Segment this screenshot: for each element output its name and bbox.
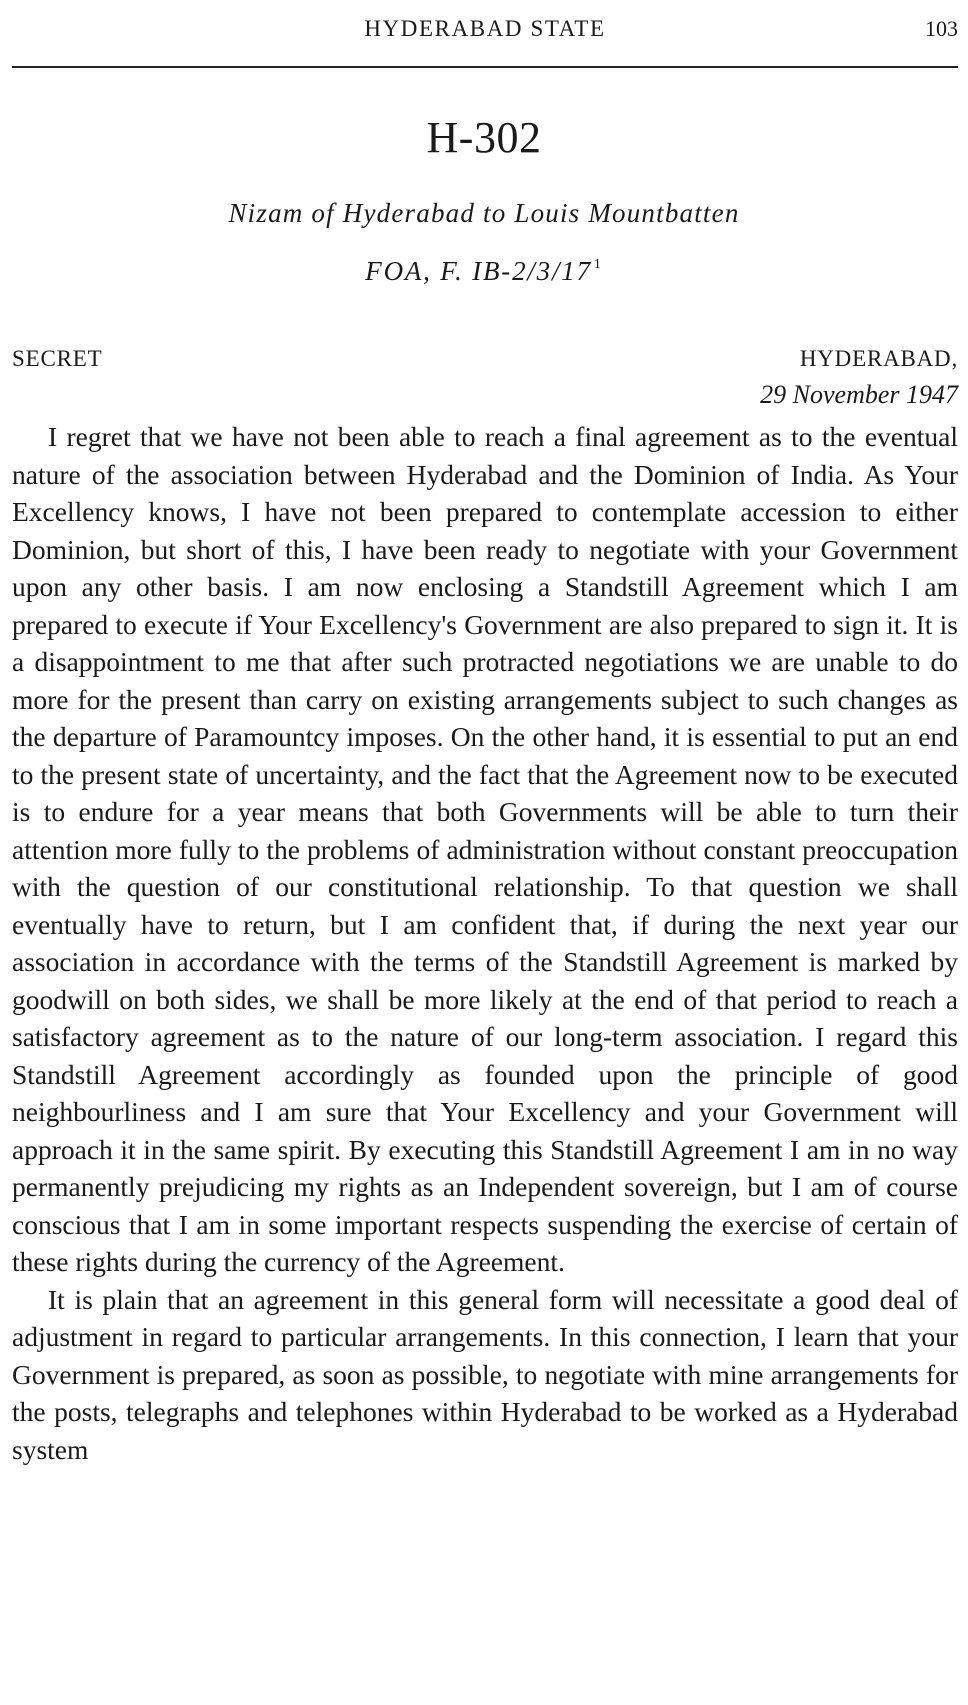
page-number: 103 xyxy=(925,16,958,41)
place-line: HYDERABAD, xyxy=(799,346,958,371)
body-paragraph: It is plain that an agreement in this general form will necessitate a good deal of adjustment in regard to particular arrangements. In this connection, I learn that your Government is prepared, as soon as possible, to negotiate with mine arrangements for the posts, telegraphs and telephones within Hyderabad to be worked as a Hyderabad system xyxy=(12,1283,958,1465)
running-head xyxy=(12,14,958,46)
body-paragraph: I regret that we have not been able to reach a final agreement as to the eventual nature of the association between Hyderabad and the Dominion of India. As Your Excellency knows, I have not been prepared to contemplate accession to either Dominion, but short of this, I have been ready to negotiate with your Government upon any other basis. I am now enclosing a Standstill Agreement which I am prepared to execute if Your Excellency's Government are also prepared to sign it. It is a disappointment to me that after such protracted negotiations we are unable to do more for the present than carry on existing arrangements subject to such changes as the departure of Paramountcy imposes. On the other hand, it is essential to put an end to the present state of uncertainty, and the fact that the Agreement now to be executed is to endure for a year means that both Governments will be able to turn their attention more fully to the problems of administration without constant preoccupation with the question of our constitutional relationship. To that question we shall eventually have to return, but I am confident that, if during the next year our association in accordance with the terms of the Standstill Agreement is marked by goodwill on both sides, we shall be more likely at the end of that period to reach a satisfactory agreement as to the nature of our long-term association. I regard this Standstill Agreement accordingly as founded upon the principle of good neighbourliness and I am sure that Your Excellency and your Government will approach it in the same spirit. By executing this Standstill Agreement I am in no way permanently prejudicing my rights as an Independent sovereign, but I am of course conscious that I am in some important respects suspending the exercise of certain of these rights during the currency of the Agreement. xyxy=(12,421,958,1277)
source-reference: FOA, F. IB-2/3/17 xyxy=(365,256,592,286)
document-parties: Nizam of Hyderabad to Louis Mountbatten xyxy=(228,198,740,228)
footnote-marker: 1 xyxy=(593,257,603,272)
document-source xyxy=(0,256,968,287)
date-line: 29 November 1947 xyxy=(760,380,958,409)
classification-label: SECRET xyxy=(12,346,103,371)
letter-body xyxy=(12,418,958,1468)
header-rule xyxy=(12,66,958,68)
document-number: H-302 xyxy=(426,113,542,162)
running-title: HYDERABAD STATE xyxy=(364,16,606,41)
